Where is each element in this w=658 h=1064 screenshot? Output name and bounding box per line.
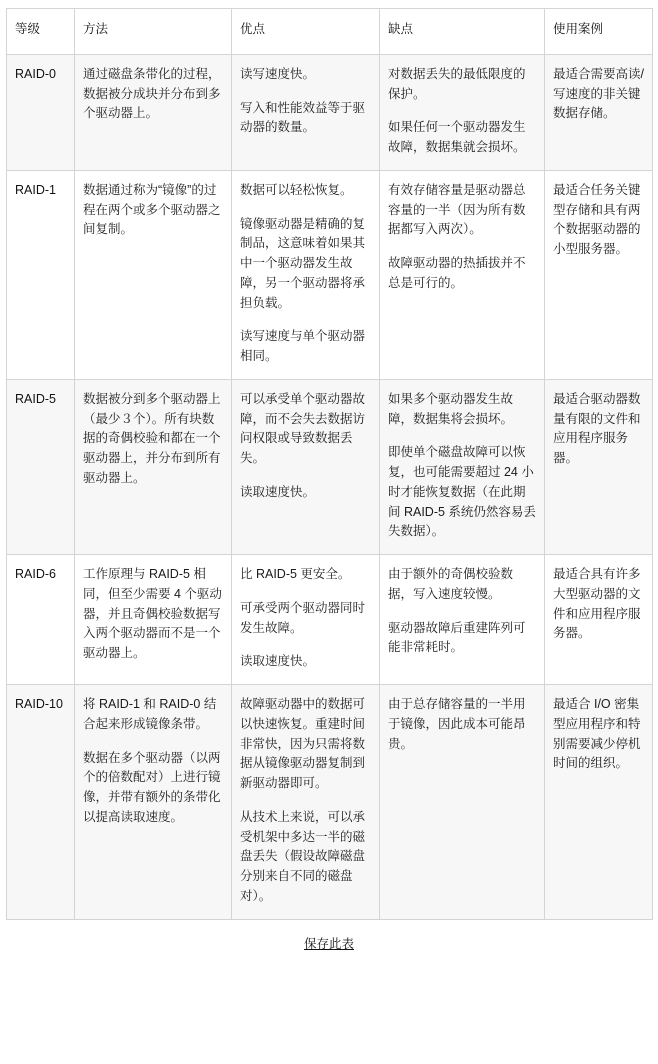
cell-cons: [380, 54, 545, 170]
cell-cons-paragraph: 如果多个驱动器发生故障，数据集将会损坏。: [388, 391, 514, 426]
cell-cons: [380, 170, 545, 379]
cell-pros-paragraph: 读写速度快。: [240, 66, 316, 81]
cell-method-paragraph: 通过磁盘条带化的过程，数据被分成块并分布到多个驱动器上。: [83, 66, 221, 121]
table-row: [7, 555, 653, 685]
cell-pros-paragraph: 从技术上来说，可以承受机架中多达一半的磁盘丢失（假设故障磁盘分别来自不同的磁盘对）。: [240, 809, 366, 903]
cell-pros-paragraph: 数据可以轻松恢复。: [240, 182, 353, 197]
cell-method-paragraph: 数据通过称为“镜像”的过程在两个或多个驱动器之间复制。: [83, 182, 221, 237]
cell-method: [75, 685, 232, 920]
cell-method: [75, 170, 232, 379]
cell-method: [75, 555, 232, 685]
cell-usecase: [545, 379, 653, 554]
cell-method-paragraph: 数据被分到多个驱动器上（最少３个）。所有块数据的奇偶校验和都在一个驱动器上，并分布到所有驱动器上。: [83, 391, 221, 485]
column-header-level: 等级: [7, 9, 75, 55]
cell-pros-paragraph: 可以承受单个驱动器故障，而不会失去数据访问权限或导致数据丢失。: [240, 391, 366, 465]
cell-pros-paragraph: 读取速度快。: [240, 654, 316, 669]
cell-cons-paragraph: 对数据丢失的最低限度的保护。: [388, 66, 526, 101]
cell-cons: [380, 685, 545, 920]
cell-usecase: [545, 685, 653, 920]
cell-cons-paragraph: 即使单个磁盘故障可以恢复，也可能需要超过 24 小时才能恢复数据（在此期间 RAID-5 系统仍然容易丢失数据）。: [388, 445, 536, 539]
footer: [6, 920, 652, 962]
cell-cons-paragraph: 由于额外的奇偶校验数据，写入速度较慢。: [388, 567, 514, 601]
column-header-cons: 缺点: [380, 9, 545, 55]
cell-method-paragraph: 工作原理与 RAID-5 相同，但至少需要 4 个驱动器，并且奇偶校验数据写入两个驱动器而不是一个驱动器上。: [83, 567, 222, 660]
cell-cons-paragraph: 由于总存储容量的一半用于镜像，因此成本可能昂贵。: [388, 697, 526, 751]
cell-level: RAID-6: [7, 555, 75, 685]
cell-pros-paragraph: 镜像驱动器是精确的复制品，这意味着如果其中一个驱动器发生故障，另一个驱动器将承担负载。: [240, 216, 366, 310]
cell-pros-paragraph: 读取速度快。: [240, 484, 316, 499]
cell-usecase-paragraph: 最适合驱动器数量有限的文件和应用程序服务器。: [553, 391, 641, 465]
cell-cons-paragraph: 如果任何一个驱动器发生故障，数据集就会损坏。: [388, 120, 526, 154]
cell-usecase: [545, 54, 653, 170]
table-row: [7, 379, 653, 554]
cell-usecase: [545, 555, 653, 685]
cell-pros: [232, 555, 380, 685]
cell-cons-paragraph: 故障驱动器的热插拔并不总是可行的。: [388, 256, 526, 290]
table-row: [7, 170, 653, 379]
cell-cons: [380, 379, 545, 554]
cell-cons: [380, 555, 545, 685]
table-header-row: [7, 9, 653, 55]
cell-pros-paragraph: 故障驱动器中的数据可以快速恢复。重建时间非常快，因为只需将数据从镜像驱动器复制到新驱动器即可。: [240, 697, 366, 790]
cell-cons-paragraph: 有效存储容量是驱动器总容量的一半（因为所有数据都写入两次）。: [388, 182, 526, 237]
table-header: [7, 9, 653, 55]
cell-pros: [232, 54, 380, 170]
cell-pros-paragraph: 读写速度与单个驱动器相同。: [240, 329, 366, 363]
cell-method-paragraph: 将 RAID-1 和 RAID-0 结合起来形成镜像条带。: [83, 697, 217, 731]
save-table-link[interactable]: 保存此表: [303, 936, 354, 951]
cell-cons-paragraph: 驱动器故障后重建阵列可能非常耗时。: [388, 620, 526, 655]
cell-method: [75, 54, 232, 170]
cell-pros: [232, 170, 380, 379]
cell-method-paragraph: 数据在多个驱动器（以两个的倍数配对）上进行镜像，并带有额外的条带化以提高读取速度。: [83, 750, 221, 824]
raid-comparison-table: [6, 8, 653, 920]
cell-pros-paragraph: 可承受两个驱动器同时发生故障。: [240, 600, 366, 635]
column-header-usecase: 使用案例: [545, 9, 653, 55]
cell-level: RAID-0: [7, 54, 75, 170]
cell-usecase: [545, 170, 653, 379]
table-row: [7, 54, 653, 170]
cell-usecase-paragraph: 最适合任务关键型存储和具有两个数据驱动器的小型服务器。: [553, 182, 641, 256]
cell-pros-paragraph: 写入和性能效益等于驱动器的数量。: [240, 100, 366, 135]
cell-usecase-paragraph: 最适合 I/O 密集型应用程序和特别需要减少停机时间的组织。: [553, 697, 641, 771]
cell-level: RAID-10: [7, 685, 75, 920]
cell-pros: [232, 685, 380, 920]
table-row: [7, 685, 653, 920]
cell-pros-paragraph: 比 RAID-5 更安全。: [240, 567, 351, 581]
column-header-pros: 优点: [232, 9, 380, 55]
cell-usecase-paragraph: 最适合需要高读/写速度的非关键数据存储。: [553, 66, 644, 121]
cell-pros: [232, 379, 380, 554]
cell-method: [75, 379, 232, 554]
cell-level: RAID-5: [7, 379, 75, 554]
table-body: [7, 54, 653, 919]
cell-level: RAID-1: [7, 170, 75, 379]
column-header-method: 方法: [75, 9, 232, 55]
cell-usecase-paragraph: 最适合具有许多大型驱动器的文件和应用程序服务器。: [553, 567, 641, 641]
